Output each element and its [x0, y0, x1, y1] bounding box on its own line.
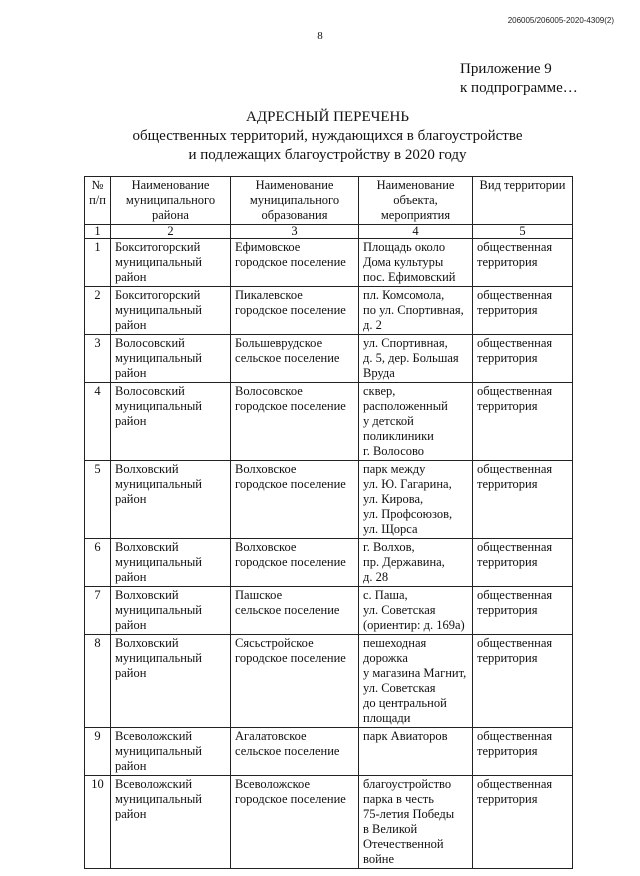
- district-cell-line: Волосовский: [115, 336, 185, 350]
- territory-type-cell: [473, 461, 573, 539]
- municipality-cell-line: городское поселение: [235, 255, 346, 269]
- row-number: 7: [85, 587, 111, 635]
- title-line: и подлежащих благоустройству в 2020 году: [188, 147, 467, 163]
- district-cell: [111, 287, 231, 335]
- object-cell-line: г. Волосово: [363, 444, 425, 458]
- object-cell: [359, 635, 473, 728]
- object-cell-line: ул. Профсоюзов,: [363, 507, 453, 521]
- object-cell: [359, 239, 473, 287]
- municipality-cell-line: сельское поселение: [235, 744, 340, 758]
- district-cell-line: район: [115, 807, 147, 821]
- table-row: [85, 728, 573, 776]
- municipality-cell: [231, 587, 359, 635]
- object-cell-line: парка в честь: [363, 792, 434, 806]
- column-header-line: Наименование: [131, 178, 210, 192]
- district-cell-line: муниципальный: [115, 744, 202, 758]
- district-cell: [111, 335, 231, 383]
- object-cell: [359, 287, 473, 335]
- territory-type-cell-line: общественная: [477, 462, 553, 476]
- municipality-cell-line: Ефимовское: [235, 240, 301, 254]
- district-cell-line: муниципальный: [115, 303, 202, 317]
- territory-type-cell-line: территория: [477, 555, 538, 569]
- object-cell-line: ул. Советская: [363, 603, 436, 617]
- column-header-line: Наименование: [255, 178, 334, 192]
- appendix-line: Приложение 9: [460, 61, 552, 77]
- table-row: [85, 635, 573, 728]
- column-header-line: объекта,: [393, 193, 438, 207]
- district-cell-line: Волосовский: [115, 384, 185, 398]
- municipality-cell-line: Волховское: [235, 540, 297, 554]
- column-header-line: муниципального: [249, 193, 340, 207]
- municipality-cell-line: городское поселение: [235, 399, 346, 413]
- territory-type-cell-line: территория: [477, 351, 538, 365]
- column-number: 2: [111, 225, 231, 239]
- territory-type-cell-line: территория: [477, 603, 538, 617]
- district-cell-line: Волховский: [115, 462, 179, 476]
- municipality-cell-line: городское поселение: [235, 651, 346, 665]
- territory-type-cell-line: общественная: [477, 384, 553, 398]
- object-cell-line: Площадь около: [363, 240, 446, 254]
- appendix-label: [460, 60, 578, 98]
- district-cell-line: район: [115, 492, 147, 506]
- territory-type-cell-line: территория: [477, 651, 538, 665]
- column-header: [231, 177, 359, 225]
- municipality-cell: [231, 239, 359, 287]
- object-cell-line: пр. Державина,: [363, 555, 445, 569]
- municipality-cell: [231, 776, 359, 869]
- municipality-cell-line: Всеволожское: [235, 777, 311, 791]
- object-cell-line: ул. Кирова,: [363, 492, 424, 506]
- district-cell-line: муниципальный: [115, 792, 202, 806]
- object-cell-line: ул. Советская: [363, 681, 436, 695]
- object-cell-line: д. 28: [363, 570, 389, 584]
- municipality-cell-line: городское поселение: [235, 555, 346, 569]
- object-cell: [359, 461, 473, 539]
- object-cell-line: (ориентир: д. 169а): [363, 618, 465, 632]
- column-number-row: [85, 225, 573, 239]
- territory-type-cell-line: территория: [477, 744, 538, 758]
- row-number: 10: [85, 776, 111, 869]
- column-number: 4: [359, 225, 473, 239]
- territory-type-cell: [473, 587, 573, 635]
- district-cell-line: район: [115, 318, 147, 332]
- district-cell: [111, 776, 231, 869]
- object-cell-line: с. Паша,: [363, 588, 408, 602]
- district-cell-line: район: [115, 270, 147, 284]
- municipality-cell-line: городское поселение: [235, 303, 346, 317]
- table-row: [85, 383, 573, 461]
- territory-type-cell-line: территория: [477, 255, 538, 269]
- table-row: [85, 461, 573, 539]
- row-number: 2: [85, 287, 111, 335]
- territory-type-cell: [473, 539, 573, 587]
- municipality-cell-line: городское поселение: [235, 477, 346, 491]
- district-cell-line: Волховский: [115, 540, 179, 554]
- object-cell-line: пл. Комсомола,: [363, 288, 445, 302]
- object-cell-line: поликлиники: [363, 429, 434, 443]
- column-header: [85, 177, 111, 225]
- column-header: [111, 177, 231, 225]
- municipality-cell-line: Волосовское: [235, 384, 303, 398]
- table-body: [85, 239, 573, 869]
- object-cell-line: 75-летия Победы: [363, 807, 455, 821]
- municipality-cell-line: городское поселение: [235, 792, 346, 806]
- object-cell: [359, 587, 473, 635]
- document-title: [60, 108, 595, 165]
- column-header-line: мероприятия: [380, 208, 451, 222]
- object-cell-line: ул. Ю. Гагарина,: [363, 477, 452, 491]
- object-cell-line: благоустройство: [363, 777, 452, 791]
- municipality-cell-line: Пашское: [235, 588, 283, 602]
- territory-type-cell-line: территория: [477, 399, 538, 413]
- column-header-line: Вид территории: [479, 178, 566, 192]
- object-cell-line: площади: [363, 711, 411, 725]
- column-header-line: Наименование: [376, 178, 455, 192]
- row-number: 8: [85, 635, 111, 728]
- district-cell: [111, 383, 231, 461]
- object-cell: [359, 776, 473, 869]
- municipality-cell-line: сельское поселение: [235, 351, 340, 365]
- district-cell-line: муниципальный: [115, 351, 202, 365]
- territory-type-cell-line: общественная: [477, 288, 553, 302]
- table-row: [85, 587, 573, 635]
- district-cell-line: район: [115, 570, 147, 584]
- district-cell: [111, 587, 231, 635]
- object-cell-line: дорожка: [363, 651, 408, 665]
- district-cell-line: Волховский: [115, 588, 179, 602]
- district-cell-line: Бокситогорский: [115, 240, 201, 254]
- district-cell: [111, 539, 231, 587]
- object-cell: [359, 539, 473, 587]
- district-cell: [111, 239, 231, 287]
- row-number: 6: [85, 539, 111, 587]
- column-header-line: района: [152, 208, 189, 222]
- table-header-row: [85, 177, 573, 225]
- column-header-line: образования: [261, 208, 328, 222]
- territory-type-cell-line: общественная: [477, 729, 553, 743]
- table-row: [85, 539, 573, 587]
- district-cell-line: Бокситогорский: [115, 288, 201, 302]
- object-cell-line: у магазина Магнит,: [363, 666, 467, 680]
- column-header: [473, 177, 573, 225]
- municipality-cell: [231, 335, 359, 383]
- object-cell-line: ул. Щорса: [363, 522, 418, 536]
- district-cell-line: Волховский: [115, 636, 179, 650]
- territory-type-cell-line: общественная: [477, 588, 553, 602]
- territory-type-cell: [473, 383, 573, 461]
- district-cell-line: муниципальный: [115, 477, 202, 491]
- table-row: [85, 335, 573, 383]
- object-cell: [359, 728, 473, 776]
- municipality-cell: [231, 539, 359, 587]
- object-cell-line: парк между: [363, 462, 426, 476]
- row-number: 9: [85, 728, 111, 776]
- municipality-cell-line: Сясьстройское: [235, 636, 314, 650]
- object-cell-line: ул. Спортивная,: [363, 336, 448, 350]
- column-header: [359, 177, 473, 225]
- municipality-cell-line: сельское поселение: [235, 603, 340, 617]
- municipality-cell: [231, 728, 359, 776]
- district-cell-line: район: [115, 666, 147, 680]
- object-cell-line: г. Волхов,: [363, 540, 415, 554]
- district-cell-line: район: [115, 366, 147, 380]
- municipality-cell: [231, 635, 359, 728]
- district-cell-line: Всеволожский: [115, 729, 193, 743]
- district-cell-line: район: [115, 618, 147, 632]
- territory-type-cell-line: территория: [477, 477, 538, 491]
- municipality-cell-line: Волховское: [235, 462, 297, 476]
- appendix-line: к подпрограмме…: [460, 80, 578, 96]
- district-cell: [111, 728, 231, 776]
- row-number: 4: [85, 383, 111, 461]
- table-row: [85, 239, 573, 287]
- document-code: 206005/206005-2020-4309(2): [507, 16, 614, 25]
- object-cell-line: сквер,: [363, 384, 396, 398]
- object-cell-line: войне: [363, 852, 394, 866]
- municipality-cell: [231, 461, 359, 539]
- object-cell-line: д. 5, дер. Большая: [363, 351, 459, 365]
- municipality-cell-line: Пикалевское: [235, 288, 303, 302]
- title-line: общественных территорий, нуждающихся в благоустройстве: [132, 128, 523, 144]
- territory-type-cell-line: общественная: [477, 540, 553, 554]
- table-row: [85, 776, 573, 869]
- district-cell-line: муниципальный: [115, 651, 202, 665]
- territory-type-cell: [473, 287, 573, 335]
- territory-type-cell-line: общественная: [477, 777, 553, 791]
- district-cell-line: муниципальный: [115, 399, 202, 413]
- column-number: 1: [85, 225, 111, 239]
- row-number: 3: [85, 335, 111, 383]
- object-cell-line: в Великой: [363, 822, 418, 836]
- territory-type-cell: [473, 776, 573, 869]
- row-number: 5: [85, 461, 111, 539]
- district-cell-line: муниципальный: [115, 603, 202, 617]
- district-cell-line: район: [115, 414, 147, 428]
- object-cell: [359, 335, 473, 383]
- object-cell-line: у детской: [363, 414, 414, 428]
- district-cell-line: район: [115, 759, 147, 773]
- title-line: АДРЕСНЫЙ ПЕРЕЧЕНЬ: [246, 109, 409, 125]
- district-cell-line: муниципальный: [115, 555, 202, 569]
- column-header-line: п/п: [89, 193, 106, 207]
- column-header-line: муниципального: [125, 193, 216, 207]
- district-cell: [111, 461, 231, 539]
- table-row: [85, 287, 573, 335]
- municipality-cell-line: Большеврудское: [235, 336, 323, 350]
- object-cell-line: пос. Ефимовский: [363, 270, 456, 284]
- territory-type-cell: [473, 635, 573, 728]
- object-cell-line: Дома культуры: [363, 255, 444, 269]
- territory-type-cell-line: территория: [477, 303, 538, 317]
- municipality-cell-line: Агалатовское: [235, 729, 307, 743]
- object-cell-line: д. 2: [363, 318, 382, 332]
- column-number: 3: [231, 225, 359, 239]
- territory-type-cell: [473, 335, 573, 383]
- territory-type-cell-line: общественная: [477, 636, 553, 650]
- municipality-cell: [231, 287, 359, 335]
- object-cell-line: пешеходная: [363, 636, 427, 650]
- page-number: 8: [317, 30, 323, 42]
- territory-type-cell: [473, 239, 573, 287]
- address-list-table: [84, 176, 573, 869]
- district-cell-line: муниципальный: [115, 255, 202, 269]
- territory-type-cell-line: общественная: [477, 336, 553, 350]
- object-cell-line: до центральной: [363, 696, 447, 710]
- territory-type-cell: [473, 728, 573, 776]
- object-cell-line: по ул. Спортивная,: [363, 303, 464, 317]
- object-cell: [359, 383, 473, 461]
- object-cell-line: Отечественной: [363, 837, 444, 851]
- territory-type-cell-line: общественная: [477, 240, 553, 254]
- municipality-cell: [231, 383, 359, 461]
- territory-type-cell-line: территория: [477, 792, 538, 806]
- object-cell-line: расположенный: [363, 399, 448, 413]
- object-cell-line: парк Авиаторов: [363, 729, 448, 743]
- column-number: 5: [473, 225, 573, 239]
- district-cell: [111, 635, 231, 728]
- district-cell-line: Всеволожский: [115, 777, 193, 791]
- object-cell-line: Вруда: [363, 366, 395, 380]
- row-number: 1: [85, 239, 111, 287]
- column-header-line: №: [91, 178, 104, 192]
